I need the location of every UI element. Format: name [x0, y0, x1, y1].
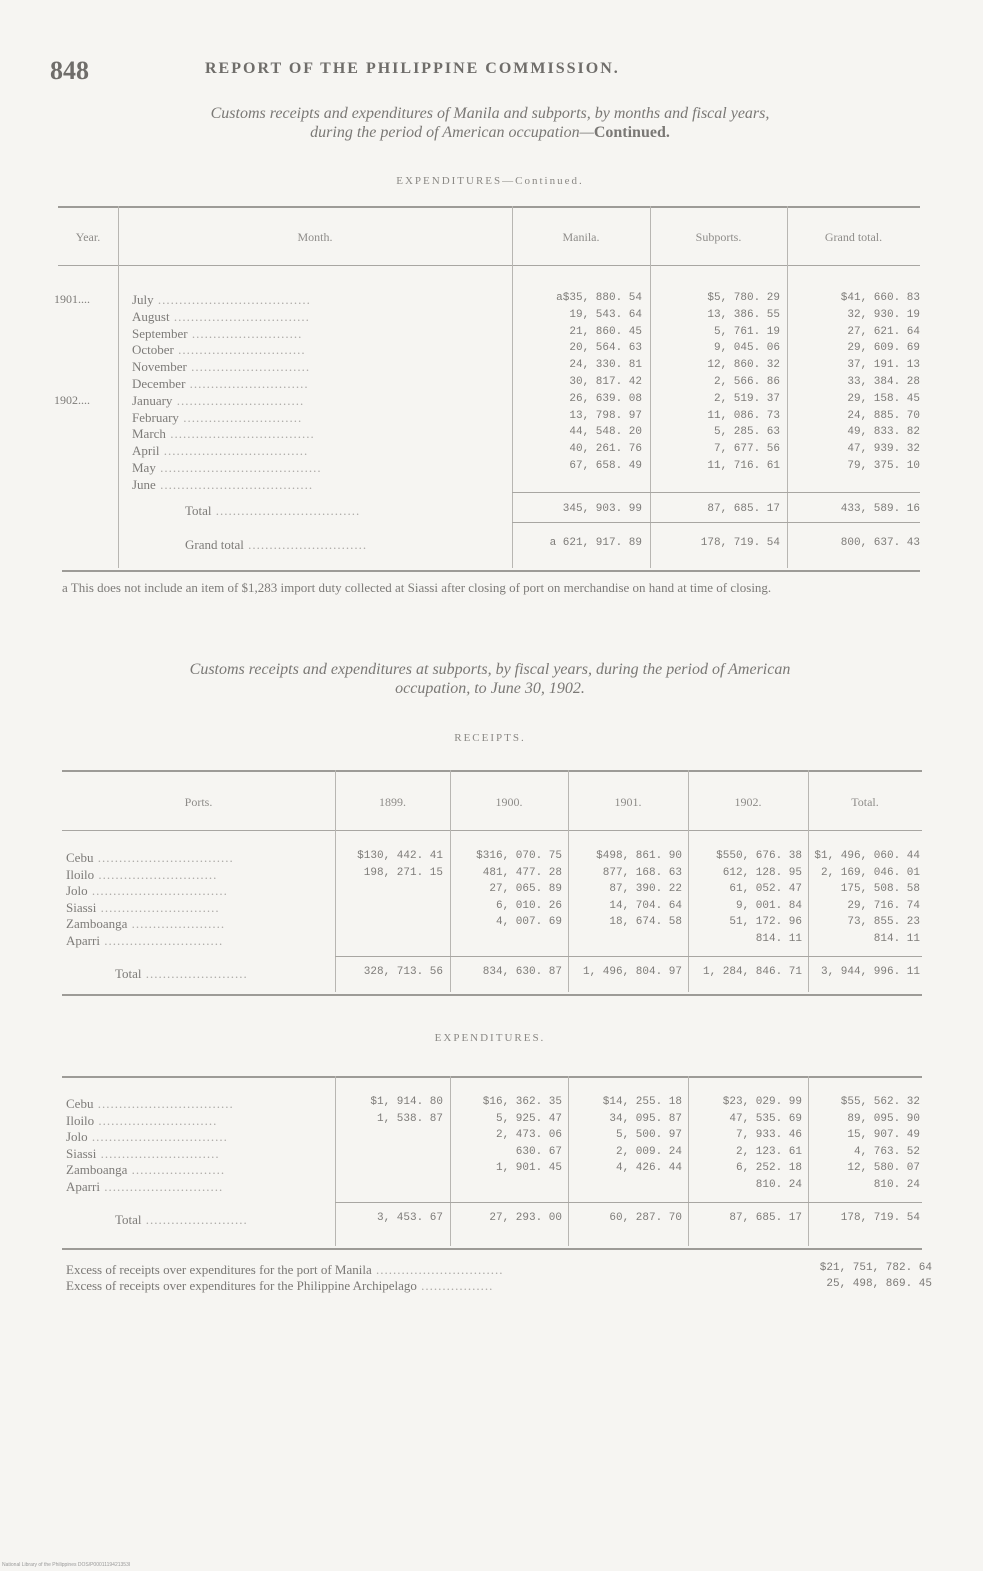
expenditures-row-total: 12, 580. 07	[847, 1162, 920, 1175]
receipts-total-rule	[335, 956, 922, 957]
receipts-row-port-text: Zamboanga	[66, 916, 128, 932]
table1-row-grand: 29, 158. 45	[847, 392, 920, 405]
leader-dots: ....................................	[155, 476, 314, 492]
receipts-total-text: Total	[115, 966, 142, 981]
table1-row-month	[132, 393, 304, 409]
receipts-total-label	[115, 966, 248, 982]
table1-row-month-text: October	[132, 342, 174, 358]
table1-row-manila: 20, 564. 63	[569, 342, 642, 355]
expenditures-row-total: 4, 763. 52	[853, 1145, 920, 1158]
expenditures-row-1901: 2, 009. 24	[615, 1145, 682, 1158]
receipts-row-1901: 14, 704. 64	[609, 899, 682, 912]
table1-row-manila: 19, 543. 64	[569, 308, 642, 321]
table1-grand-subports: 178, 719. 54	[700, 537, 780, 549]
receipts-row-total: $1, 496, 060. 44	[814, 850, 920, 862]
expenditures-row-1902: 6, 252. 18	[735, 1162, 802, 1175]
expenditures-row-port-text: Jolo	[66, 1129, 88, 1145]
table1-row-manila: 30, 817. 42	[569, 376, 642, 388]
table1-row-month-text: July	[132, 292, 154, 307]
leader-dots: ......................	[127, 916, 226, 932]
expenditures-row-total: $55, 562. 32	[840, 1096, 920, 1108]
leader-dots: ................................	[169, 308, 310, 324]
table1-row-month	[132, 410, 302, 426]
leader-dots: ......................	[127, 1162, 226, 1178]
expenditures-row-total: 15, 907. 49	[847, 1129, 920, 1142]
expenditures-row-port	[66, 1179, 223, 1195]
expenditures-row-port	[66, 1162, 225, 1178]
leader-dots: ..................................	[165, 426, 315, 442]
expenditures-row-1902: 7, 933. 46	[735, 1129, 802, 1142]
excess-archipelago-text: Excess of receipts over expenditures for the Philippine Archipelago	[66, 1278, 417, 1293]
exp-total-1900: 27, 293. 00	[489, 1212, 562, 1224]
table1-col-subports: Subports.	[695, 230, 742, 244]
receipts-row-1900: 6, 010. 26	[495, 899, 562, 912]
receipts-bottom-rule	[62, 994, 922, 996]
footer-credit: National Library of the Philippines DOS/P0001119421353I	[2, 1562, 131, 1568]
excess-manila-text: Excess of receipts over expenditures for the port of Manila	[66, 1262, 372, 1277]
leader-dots: ............................	[94, 866, 218, 882]
receipts-total-1902: 1, 284, 846. 71	[702, 966, 802, 978]
table1-row-month	[132, 460, 322, 476]
leader-dots: ........................	[141, 1212, 248, 1227]
expenditures-row-port-text: Iloilo	[66, 1112, 95, 1128]
leader-dots: ..............................	[172, 392, 305, 408]
table1-row-grand: 49, 833. 82	[847, 426, 920, 439]
table1-row-month-text: August	[132, 308, 170, 324]
table1-row-grand: 37, 191. 13	[847, 359, 920, 372]
receipts-row-port	[66, 883, 228, 899]
table2-caption	[40, 660, 940, 698]
table1-row-grand: 29, 609. 69	[847, 342, 920, 355]
expenditures-row-1902: 2, 123. 61	[735, 1145, 802, 1158]
table1-row-month	[132, 292, 311, 308]
table1-row-month	[132, 326, 302, 342]
leader-dots: ................................	[93, 1096, 234, 1111]
leader-dots: ............................	[243, 537, 368, 552]
table1-row-subports: 13, 386. 55	[707, 308, 780, 321]
leader-dots: ............................	[99, 933, 224, 948]
receipts-row-total: 2, 169, 046. 01	[820, 866, 920, 879]
receipts-row-port	[66, 933, 223, 949]
table1-row-subports: 2, 519. 37	[713, 392, 780, 405]
table2-top-rule	[62, 770, 922, 772]
table1-total-label	[185, 503, 360, 519]
exp-total-1902: 87, 685. 17	[729, 1212, 802, 1224]
expenditures-row-port	[66, 1113, 217, 1129]
expenditures-row-1900: 1, 901. 45	[495, 1162, 562, 1175]
leader-dots: ............................	[99, 1179, 224, 1194]
table2-caption-line2: occupation, to June 30, 1902.	[395, 680, 585, 697]
table1-row-month-text: May	[132, 460, 156, 475]
table1-row-month	[132, 443, 308, 459]
table1-col-month: Month.	[297, 230, 333, 244]
table1-section-title: EXPENDITURES—Continued.	[396, 175, 584, 187]
expenditures-row-1900: 2, 473. 06	[495, 1129, 562, 1142]
table1-row-month	[132, 309, 310, 325]
exp-total-1901: 60, 287. 70	[609, 1212, 682, 1224]
leader-dots: ............................	[94, 1112, 218, 1128]
table1-row-month	[132, 477, 313, 493]
receipts-row-1901: 18, 674. 58	[609, 916, 682, 929]
table1-row-subports: 11, 716. 61	[707, 460, 780, 472]
table1-row-manila: 24, 330. 81	[569, 359, 642, 372]
table1-row-month-text: March	[132, 426, 166, 442]
table1-row-month-text: February	[132, 409, 179, 425]
expenditures-row-1901: $14, 255. 18	[602, 1096, 682, 1108]
table1-row-subports: 9, 045. 06	[713, 342, 780, 355]
receipts-row-1900: 481, 477. 28	[482, 866, 562, 879]
table1-row-month	[132, 376, 309, 392]
expenditures-row-1901: 34, 095. 87	[609, 1112, 682, 1125]
table1-row-manila: 13, 798. 97	[569, 409, 642, 422]
table1-row-subports: 11, 086. 73	[707, 409, 780, 422]
receipts-row-port-text: Cebu	[66, 850, 94, 865]
table1-row-month-text: September	[132, 325, 188, 341]
table1-total-text: Total	[185, 503, 212, 518]
table1-total-manila: 345, 903. 99	[562, 503, 642, 515]
table1-total-rule	[512, 492, 920, 493]
exp-total-1899: 3, 453. 67	[376, 1212, 443, 1224]
expenditures-row-total: 89, 095. 90	[847, 1112, 920, 1125]
expenditures-top-rule	[62, 1076, 922, 1078]
table1-row-manila: a$35, 880. 54	[556, 292, 642, 304]
receipts-row-port-text: Jolo	[66, 883, 88, 899]
expenditures-row-1900: 5, 925. 47	[495, 1112, 562, 1125]
leader-dots: ............................	[186, 359, 311, 375]
receipts-row-1899: 198, 271. 15	[363, 866, 443, 879]
expenditures-row-port-text: Cebu	[66, 1096, 94, 1111]
receipts-row-total: 73, 855. 23	[847, 916, 920, 929]
expenditures-row-1900: 630. 67	[515, 1145, 562, 1158]
expenditures-row-total: 810. 24	[873, 1179, 920, 1191]
receipts-row-1900: 4, 007. 69	[495, 916, 562, 929]
table2-caption-line1: Customs receipts and expenditures at subports, by fiscal years, during the period of American	[189, 661, 791, 678]
table1-row-month	[132, 426, 315, 442]
table2-col-ports: Ports.	[184, 795, 213, 809]
table1-row-grand: 27, 621. 64	[847, 325, 920, 338]
table1-row-grand: 79, 375. 10	[847, 460, 920, 472]
leader-dots: ..................................	[211, 503, 361, 518]
page-number: 848	[50, 56, 89, 85]
receipts-row-1901: 877, 168. 63	[602, 866, 682, 879]
table1-grand-rule	[512, 522, 920, 523]
table1-caption	[40, 104, 940, 142]
table1-row-manila: 40, 261. 76	[569, 443, 642, 456]
table1-total-subports: 87, 685. 17	[707, 503, 780, 515]
excess-archipelago-value: 25, 498, 869. 45	[826, 1278, 932, 1290]
expenditures-row-port-text: Aparri	[66, 1179, 100, 1194]
leader-dots: ................................	[87, 1129, 228, 1145]
table1-row-year: 1901....	[54, 292, 90, 306]
table1-caption-line2	[40, 123, 940, 142]
table1-top-rule	[58, 206, 920, 208]
expenditures-row-port	[66, 1096, 234, 1112]
table1-header-rule	[58, 265, 920, 266]
receipts-row-total: 814. 11	[873, 933, 920, 945]
table1-row-grand: $41, 660. 83	[840, 292, 920, 304]
receipts-row-1900: 27, 065. 89	[489, 883, 562, 896]
expenditures-row-port-text: Siassi	[66, 1145, 97, 1161]
table1-row-grand: 33, 384. 28	[847, 376, 920, 388]
expenditures-bottom-rule	[62, 1248, 922, 1250]
excess-manila-label	[66, 1262, 504, 1278]
leader-dots: .................	[416, 1278, 494, 1293]
leader-dots: ................................	[87, 883, 228, 899]
table1-row-subports: 5, 285. 63	[713, 426, 780, 439]
expenditures-title: EXPENDITURES.	[434, 1032, 546, 1044]
receipts-total-1899: 328, 713. 56	[363, 966, 443, 978]
table1-grand-manila: a 621, 917. 89	[549, 537, 642, 549]
table1-row-month	[132, 342, 306, 358]
table1-row-month-text: December	[132, 376, 186, 391]
table1-row-month-text: November	[132, 359, 187, 375]
table1-row-grand: 47, 939. 32	[847, 443, 920, 456]
receipts-row-1901: $498, 861. 90	[596, 850, 682, 862]
receipts-row-total: 29, 716. 74	[847, 899, 920, 912]
leader-dots: ....................................	[153, 292, 311, 307]
receipts-row-1902: 612, 128. 95	[722, 866, 802, 879]
expenditures-row-1899: 1, 538. 87	[376, 1112, 443, 1125]
receipts-row-1902: 9, 001. 84	[735, 899, 802, 912]
table1-bottom-rule	[62, 570, 920, 572]
table1-grand-text: Grand total	[185, 537, 244, 552]
table1-caption-line2-italic: during the period of American occupation—	[310, 124, 594, 141]
table1-col-year: Year.	[75, 230, 101, 244]
table1-row-month-text: April	[132, 443, 160, 459]
expenditures-row-1901: 5, 500. 97	[615, 1129, 682, 1142]
expenditures-total-label	[115, 1212, 248, 1228]
receipts-total-1900: 834, 630. 87	[482, 966, 562, 978]
expenditures-total-rule	[335, 1202, 922, 1203]
expenditures-row-port	[66, 1146, 220, 1162]
receipts-row-1899: $130, 442. 41	[357, 850, 443, 862]
excess-archipelago-label	[66, 1278, 493, 1294]
expenditures-row-1902: 47, 535. 69	[729, 1112, 802, 1125]
receipts-row-port	[66, 916, 225, 932]
expenditures-row-1902: $23, 029. 99	[722, 1096, 802, 1108]
table1-row-manila: 26, 639. 08	[569, 392, 642, 405]
table1-footnote: a This does not include an item of $1,283 import duty collected at Siassi after closing of port on merchandise on hand at time of closing.	[62, 580, 772, 595]
table1-row-month	[132, 359, 310, 375]
receipts-row-1902: 51, 172. 96	[729, 916, 802, 929]
table1-col-manila: Manila.	[562, 230, 600, 244]
expenditures-row-1900: $16, 362. 35	[482, 1096, 562, 1108]
table1-row-subports: 7, 677. 56	[713, 443, 780, 456]
receipts-row-port-text: Aparri	[66, 933, 100, 948]
table2-col-total: Total.	[851, 795, 879, 809]
table1-grand-label	[185, 537, 367, 553]
table1-row-manila: 67, 658. 49	[569, 460, 642, 472]
leader-dots: ..............................	[371, 1262, 504, 1277]
receipts-row-1902: $550, 676. 38	[716, 850, 802, 862]
expenditures-row-1899: $1, 914. 80	[370, 1096, 443, 1108]
table1-row-subports: $5, 780. 29	[707, 292, 780, 304]
leader-dots: ............................	[96, 1145, 220, 1161]
table1-grand-grand: 800, 637. 43	[840, 537, 920, 549]
receipts-row-port-text: Siassi	[66, 899, 97, 915]
table1-row-subports: 5, 761. 19	[713, 325, 780, 338]
receipts-row-1901: 87, 390. 22	[609, 883, 682, 896]
receipts-total-1901: 1, 496, 804. 97	[582, 966, 682, 978]
exp-total-total: 178, 719. 54	[840, 1212, 920, 1224]
table2-col-1902: 1902.	[734, 795, 762, 809]
receipts-total-total: 3, 944, 996. 11	[820, 966, 920, 978]
table1-row-year: 1902....	[54, 392, 90, 407]
expenditures-row-1902: 810. 24	[755, 1179, 802, 1191]
expenditures-row-port-text: Zamboanga	[66, 1162, 128, 1178]
leader-dots: ..............................	[173, 342, 306, 358]
table1-caption-continued: Continued.	[593, 124, 670, 141]
excess-manila-value: $21, 751, 782. 64	[819, 1262, 932, 1274]
leader-dots: ................................	[93, 850, 234, 865]
table2-col-1900: 1900.	[495, 795, 523, 809]
leader-dots: ..................................	[159, 443, 309, 459]
leader-dots: ..........................	[187, 325, 303, 341]
table1-caption-line1: Customs receipts and expenditures of Manila and subports, by months and fiscal years,	[210, 105, 770, 122]
receipts-row-1902: 814. 11	[755, 933, 802, 945]
expenditures-row-port	[66, 1129, 228, 1145]
table1-vline-year	[118, 206, 119, 568]
receipts-row-1902: 61, 052. 47	[729, 883, 802, 896]
expenditures-row-1901: 4, 426. 44	[615, 1162, 682, 1175]
table1-row-month-text: June	[132, 476, 156, 492]
table1-row-subports: 2, 566. 86	[713, 376, 780, 388]
leader-dots: ............................	[178, 409, 303, 425]
receipts-row-port-text: Iloilo	[66, 866, 95, 882]
running-head: REPORT OF THE PHILIPPINE COMMISSION.	[205, 60, 620, 77]
table1-row-manila: 21, 860. 45	[569, 325, 642, 338]
table1-row-month-text: January	[132, 392, 173, 408]
table1-row-grand: 32, 930. 19	[847, 308, 920, 321]
table1-row-manila: 44, 548. 20	[569, 426, 642, 439]
table2-col-1899: 1899.	[379, 795, 406, 809]
table1-row-subports: 12, 860. 32	[707, 359, 780, 372]
table1-col-grand: Grand total.	[824, 230, 883, 244]
leader-dots: ........................	[141, 966, 248, 981]
table1-row-grand: 24, 885. 70	[847, 409, 920, 422]
receipts-row-1900: $316, 070. 75	[476, 850, 562, 862]
receipts-row-total: 175, 508. 58	[840, 883, 920, 896]
receipts-title: RECEIPTS.	[454, 732, 526, 744]
table1-total-grand: 433, 589. 16	[840, 503, 920, 515]
table2-col-1901: 1901.	[614, 795, 642, 809]
leader-dots: ............................	[96, 899, 220, 915]
leader-dots: ............................	[185, 376, 309, 391]
expenditures-total-text: Total	[115, 1212, 142, 1227]
receipts-row-port	[66, 867, 217, 883]
receipts-row-port	[66, 850, 234, 866]
leader-dots: ......................................	[155, 460, 322, 475]
receipts-row-port	[66, 900, 220, 916]
table2-header-rule	[62, 830, 922, 831]
